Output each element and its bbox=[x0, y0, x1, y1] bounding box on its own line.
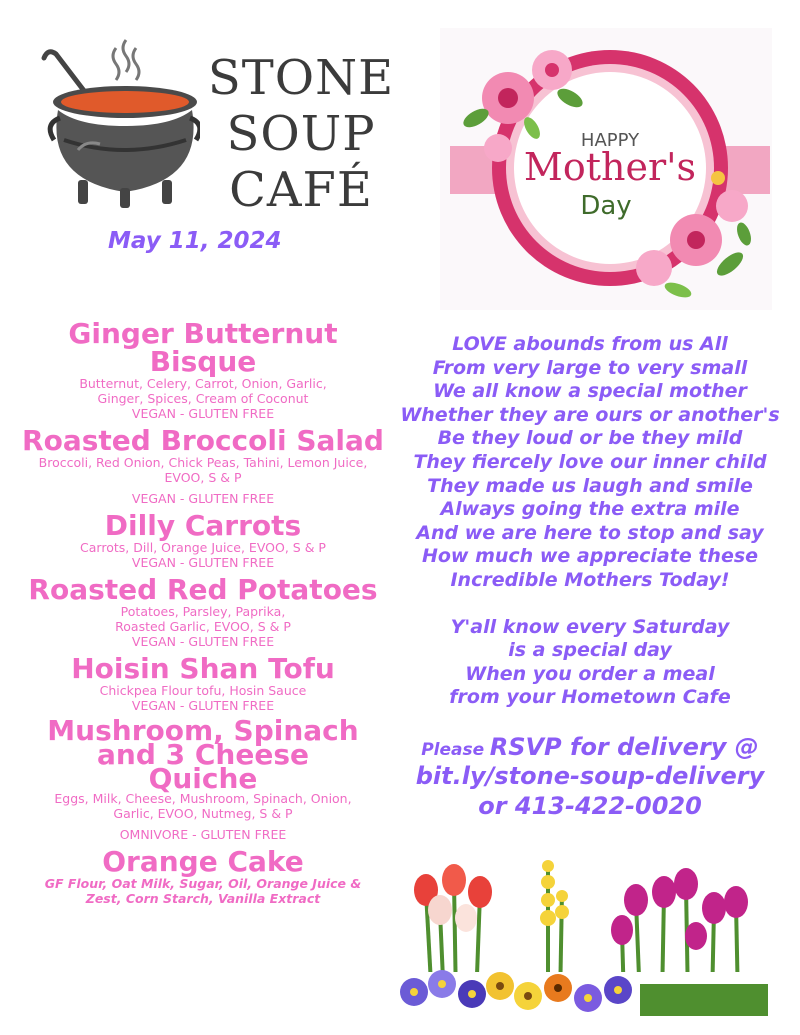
poem-line: Incredible Mothers Today! bbox=[450, 568, 730, 591]
dish-description: Chickpea Flour tofu, Hosin Sauce bbox=[99, 683, 307, 698]
dish-tag: VEGAN - GLUTEN FREE bbox=[131, 555, 275, 570]
poem-line: Always going the extra mile bbox=[440, 498, 740, 521]
dish-name: Dilly Carrots bbox=[104, 509, 302, 542]
logo-line-2: SOUP bbox=[226, 106, 376, 162]
dish-description: Eggs, Milk, Cheese, Mushroom, Spinach, Onion, Garlic, EVOO, Nutmeg, S & P bbox=[54, 791, 352, 821]
dish-description: GF Flour, Oat Milk, Sugar, Oil, Orange Juice & Zest, Corn Starch, Vanilla Extract bbox=[44, 876, 362, 906]
dish-name: Roasted Red Potatoes bbox=[28, 573, 378, 606]
saturday-line: When you order a meal bbox=[465, 662, 715, 685]
dish-name: Ginger Butternut Bisque bbox=[68, 317, 338, 378]
logo-line-3: CAFÉ bbox=[229, 162, 373, 218]
mothers-day-graphic bbox=[440, 28, 772, 310]
dish-name: Roasted Broccoli Salad bbox=[22, 424, 384, 457]
dish-description: Broccoli, Red Onion, Chick Peas, Tahini, Lemon Juice, EVOO, S & P bbox=[38, 455, 368, 485]
dish-tag: OMNIVORE - GLUTEN FREE bbox=[119, 827, 287, 842]
poem-line: They fiercely love our inner child bbox=[413, 450, 767, 473]
saturday-line: Y'all know every Saturday bbox=[450, 615, 730, 638]
saturday-line: from your Hometown Cafe bbox=[449, 686, 731, 709]
poem-line: Be they loud or be they mild bbox=[437, 427, 743, 450]
graphic-mothers-text: Mother's bbox=[523, 145, 697, 189]
dish-tag: VEGAN - GLUTEN FREE bbox=[131, 406, 275, 421]
logo-line-1: STONE bbox=[207, 50, 395, 106]
dish-tag: VEGAN - GLUTEN FREE bbox=[131, 634, 275, 649]
graphic-day-text: Day bbox=[580, 191, 632, 221]
rsvp-prefix: Please bbox=[421, 740, 485, 760]
poem-line: We all know a special mother bbox=[433, 380, 747, 403]
menu-item bbox=[18, 509, 388, 570]
soup-pot-icon bbox=[30, 30, 200, 210]
rsvp-main: RSVP for delivery @ bbox=[489, 733, 759, 761]
saturday-line: is a special day bbox=[508, 639, 672, 662]
menu-item bbox=[18, 424, 388, 506]
menu-item bbox=[18, 845, 388, 906]
menu-item bbox=[18, 317, 388, 421]
dish-name: Orange Cake bbox=[102, 845, 304, 878]
menu-item bbox=[18, 652, 388, 713]
poem-line: From very large to very small bbox=[432, 356, 748, 379]
dish-description: Carrots, Dill, Orange Juice, EVOO, S & P bbox=[80, 540, 326, 555]
poem-line: And we are here to stop and say bbox=[416, 521, 764, 544]
cafe-logo-text bbox=[196, 50, 406, 218]
rsvp-phone[interactable]: or 413-422-0020 bbox=[478, 792, 702, 820]
menu-item bbox=[18, 714, 388, 842]
dish-tag: VEGAN - GLUTEN FREE bbox=[131, 491, 275, 506]
poem-line: Whether they are ours or another's bbox=[400, 403, 780, 426]
graphic-happy-text: HAPPY bbox=[580, 130, 640, 151]
menu-item bbox=[18, 573, 388, 649]
poem-line: LOVE abounds from us All bbox=[452, 333, 728, 355]
dish-name: Mushroom, Spinach and 3 Cheese Quiche bbox=[47, 714, 359, 795]
tulips-flowers-image bbox=[396, 852, 768, 1016]
rsvp-block bbox=[398, 733, 782, 821]
dish-description: Potatoes, Parsley, Paprika, Roasted Garlic, EVOO, S & P bbox=[115, 604, 291, 634]
poem-line: They made us laugh and smile bbox=[427, 474, 753, 497]
poem-line: How much we appreciate these bbox=[421, 545, 759, 568]
menu-column bbox=[18, 317, 388, 912]
dish-name: Hoisin Shan Tofu bbox=[71, 652, 335, 685]
rsvp-link[interactable]: bit.ly/stone-soup-delivery bbox=[415, 762, 765, 790]
dish-tag: VEGAN - GLUTEN FREE bbox=[131, 698, 275, 713]
mothers-day-poem bbox=[398, 333, 782, 710]
menu-date: May 11, 2024 bbox=[108, 228, 282, 254]
dish-description: Butternut, Celery, Carrot, Onion, Garlic, Ginger, Spices, Cream of Coconut bbox=[79, 376, 327, 406]
